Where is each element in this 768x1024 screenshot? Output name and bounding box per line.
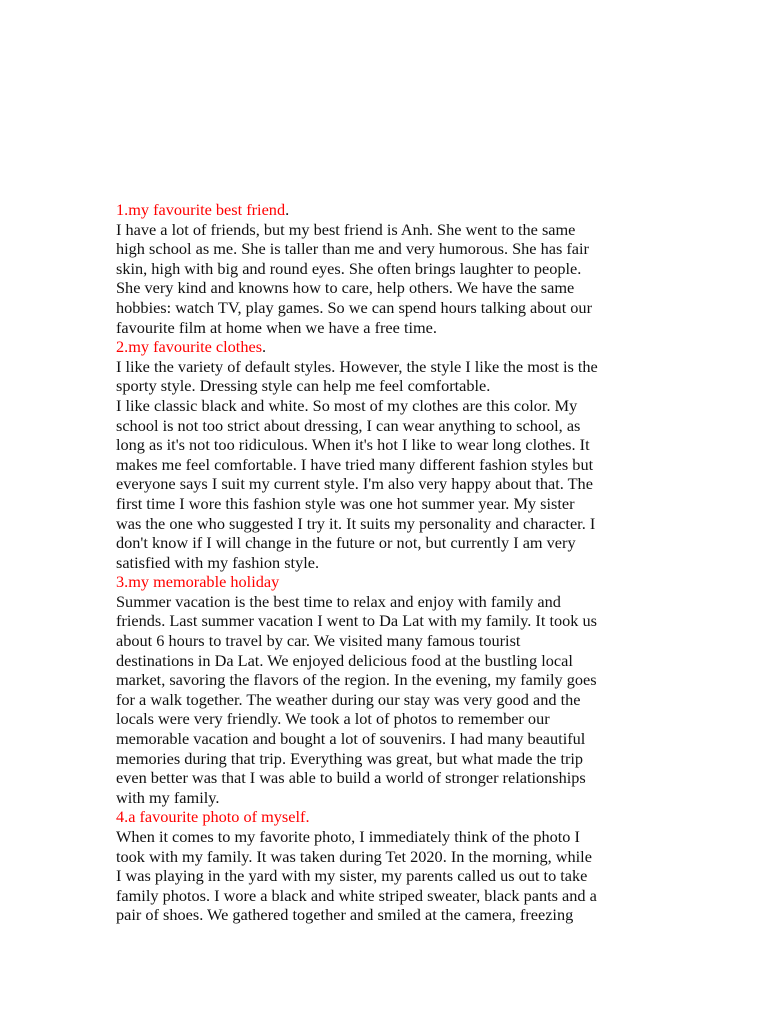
text-line: skin, high with big and round eyes. She often brings laughter to people. bbox=[116, 258, 582, 278]
section-heading-text: 4.a favourite photo of myself. bbox=[116, 807, 310, 827]
text-line: with my family. bbox=[116, 787, 220, 807]
body-paragraph bbox=[116, 592, 661, 808]
text-line: about 6 hours to travel by car. We visited many famous tourist bbox=[116, 631, 521, 651]
text-line: When it comes to my favorite photo, I immediately think of the photo I bbox=[116, 827, 580, 846]
section-heading bbox=[116, 200, 661, 220]
essay-section bbox=[116, 807, 661, 925]
text-line: long as it's not too ridiculous. When it's hot I like to wear long clothes. It bbox=[116, 435, 590, 455]
text-line: satisfied with my fashion style. bbox=[116, 552, 320, 572]
text-line: I like classic black and white. So most of my clothes are this color. My bbox=[116, 395, 578, 415]
text-line: locals were very friendly. We took a lot of photos to remember our bbox=[116, 709, 550, 729]
text-line: everyone says I suit my current style. I'm also very happy about that. The bbox=[116, 474, 593, 494]
text-line: was the one who suggested I try it. It suits my personality and character. I bbox=[116, 513, 596, 533]
body-paragraph bbox=[116, 396, 661, 572]
text-line: makes me feel comfortable. I have tried many different fashion styles but bbox=[116, 454, 594, 474]
text-line: hobbies: watch TV, play games. So we can spend hours talking about our bbox=[116, 297, 592, 317]
text-line: took with my family. It was taken during Tet 2020. In the morning, while bbox=[116, 846, 592, 866]
text-line: friends. Last summer vacation I went to Da Lat with my family. It took us bbox=[116, 611, 597, 631]
text-line: I like the variety of default styles. However, the style I like the most is the bbox=[116, 356, 598, 376]
body-paragraph bbox=[116, 357, 661, 396]
essay-section bbox=[116, 572, 661, 807]
document-page bbox=[116, 200, 661, 925]
section-heading-text: 3.my memorable holiday bbox=[116, 572, 280, 592]
text-line: sporty style. Dressing style can help me feel comfortable. bbox=[116, 376, 491, 396]
text-line: memories during that trip. Everything was great, but what made the trip bbox=[116, 748, 584, 768]
text-line: market, savoring the flavors of the region. In the evening, my family goes bbox=[116, 670, 597, 690]
text-line: school is not too strict about dressing, I can wear anything to school, as bbox=[116, 415, 581, 435]
section-heading bbox=[116, 572, 661, 592]
section-heading-punctuation: . bbox=[262, 337, 267, 357]
text-line: high school as me. She is taller than me and very humorous. She has fair bbox=[116, 239, 589, 259]
text-line: first time I wore this fashion style was one hot summer year. My sister bbox=[116, 493, 575, 513]
essay-section bbox=[116, 337, 661, 572]
section-heading-text: 2.my favourite clothes bbox=[116, 337, 263, 357]
section-heading bbox=[116, 807, 661, 827]
section-heading bbox=[116, 337, 661, 357]
text-line: favourite film at home when we have a free time. bbox=[116, 317, 437, 337]
text-line: memorable vacation and bought a lot of souvenirs. I had many beautiful bbox=[116, 729, 586, 749]
section-heading-punctuation: . bbox=[285, 200, 290, 219]
body-paragraph bbox=[116, 220, 661, 338]
section-heading-text: 1.my favourite best friend bbox=[116, 200, 286, 219]
text-line: Summer vacation is the best time to relax and enjoy with family and bbox=[116, 591, 561, 611]
text-line: even better was that I was able to build a world of stronger relationships bbox=[116, 768, 586, 788]
text-line: for a walk together. The weather during our stay was very good and the bbox=[116, 689, 581, 709]
text-line: family photos. I wore a black and white striped sweater, black pants and a bbox=[116, 885, 597, 905]
essay-section bbox=[116, 200, 661, 337]
text-line: destinations in Da Lat. We enjoyed delicious food at the bustling local bbox=[116, 650, 573, 670]
text-line: don't know if I will change in the future or not, but currently I am very bbox=[116, 533, 576, 553]
text-line: pair of shoes. We gathered together and smiled at the camera, freezing bbox=[116, 905, 574, 925]
body-paragraph bbox=[116, 827, 661, 925]
text-line: I was playing in the yard with my sister, my parents called us out to take bbox=[116, 866, 588, 886]
text-line: She very kind and knowns how to care, help others. We have the same bbox=[116, 278, 575, 298]
text-line: I have a lot of friends, but my best friend is Anh. She went to the same bbox=[116, 219, 576, 239]
